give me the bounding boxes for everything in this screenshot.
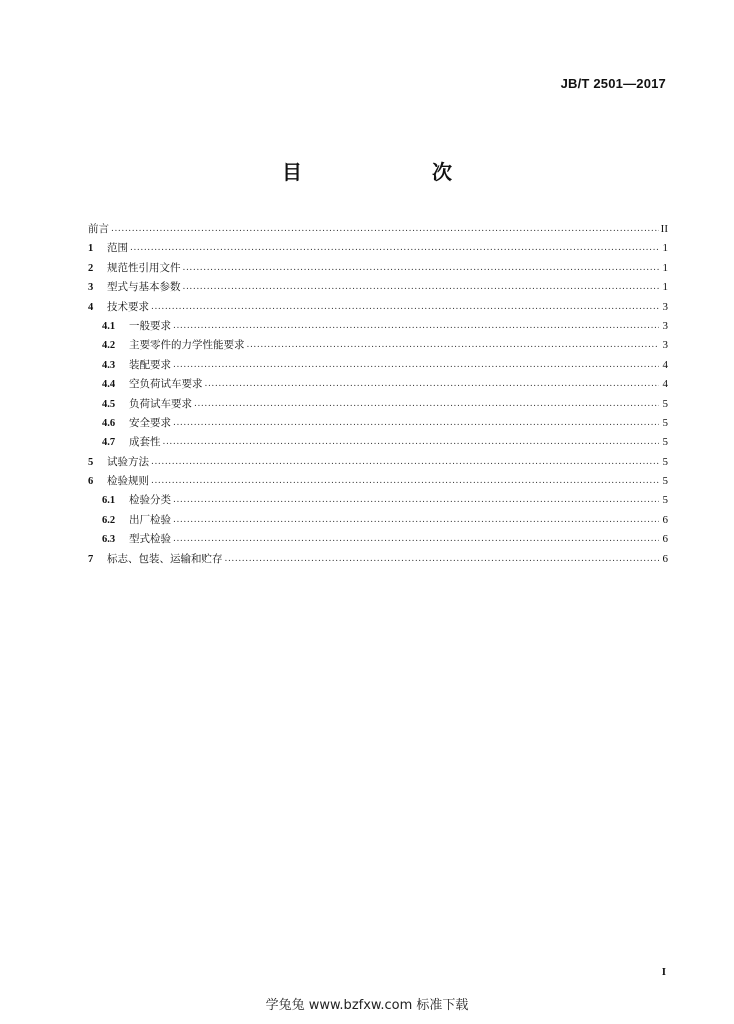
toc-label: 主要零件的力学性能要求: [129, 339, 245, 352]
toc-label: 出厂检验: [129, 513, 171, 526]
toc-entry-4-5[interactable]: [88, 395, 668, 414]
toc-number: 6.3: [102, 534, 116, 546]
toc-page-number: 4: [662, 358, 668, 371]
toc-label: 规范性引用文件: [107, 261, 181, 274]
toc-page-number: 5: [662, 494, 668, 507]
toc-label: 装配要求: [129, 358, 171, 371]
toc-page-number: 6: [662, 533, 668, 546]
toc-label: 型式检验: [129, 533, 171, 546]
watermark-text: 学兔兔 www.bzfxw.com 标准下载: [265, 998, 469, 1013]
toc-label: 检验规则: [107, 475, 149, 488]
toc-leader-dots: [130, 239, 659, 258]
toc-leader-dots: [205, 375, 660, 394]
standard-code: JB/T 2501—2017: [560, 76, 666, 91]
toc-page-number: 1: [662, 281, 668, 294]
toc-page-number: 4: [662, 378, 668, 391]
toc-page-number: 5: [662, 475, 668, 488]
toc-entry-4-2[interactable]: [88, 336, 668, 355]
toc-entry-4[interactable]: [88, 298, 668, 317]
toc-number: 4.2: [102, 340, 116, 352]
toc-entry-6-1[interactable]: [88, 491, 668, 510]
toc-label: 一般要求: [129, 319, 171, 332]
toc-leader-dots: [194, 395, 659, 414]
toc-entry-6-2[interactable]: [88, 511, 668, 530]
toc-number: 2: [88, 262, 94, 274]
toc-number: 3: [88, 282, 94, 294]
toc-page-number: 1: [662, 261, 668, 274]
toc-label: 范围: [107, 242, 128, 255]
toc-page-number: 5: [662, 397, 668, 410]
toc-label: 标志、包装、运输和贮存: [107, 552, 223, 565]
toc-leader-dots: [173, 530, 659, 549]
toc-leader-dots: [247, 336, 660, 355]
toc-number: 4: [88, 301, 94, 313]
toc-leader-dots: [151, 298, 659, 317]
toc-leader-dots: [173, 414, 659, 433]
toc-page-number: 5: [662, 436, 668, 449]
toc-leader-dots: [183, 259, 660, 278]
toc-number: 5: [88, 456, 94, 468]
toc-entry-5[interactable]: [88, 453, 668, 472]
toc-leader-dots: [151, 472, 659, 491]
toc-page-number: 3: [662, 319, 668, 332]
toc-label: 检验分类: [129, 494, 171, 507]
toc-number: 4.4: [102, 379, 116, 391]
toc-entry-4-1[interactable]: [88, 317, 668, 336]
toc-leader-dots: [173, 511, 659, 530]
toc-page-number: 6: [662, 513, 668, 526]
toc-label: 负荷试车要求: [129, 397, 192, 410]
toc-leader-dots: [163, 433, 660, 452]
toc-label: 技术要求: [107, 300, 149, 313]
toc-entry-3[interactable]: [88, 278, 668, 297]
toc-entry-7[interactable]: [88, 550, 668, 569]
toc-leader-dots: [173, 356, 659, 375]
toc-number: 4.3: [102, 359, 116, 371]
toc-label: 空负荷试车要求: [129, 378, 203, 391]
toc-page-number: II: [660, 223, 668, 235]
toc-number: 4.6: [102, 417, 116, 429]
toc-page-number: 6: [662, 552, 668, 565]
toc-label: 试验方法: [107, 455, 149, 468]
toc-leader-dots: [173, 491, 659, 510]
toc-page-number: 1: [662, 242, 668, 255]
toc-number: 6.2: [102, 514, 116, 526]
toc-number: 6.1: [102, 495, 116, 507]
toc-label: 成套性: [129, 436, 161, 449]
page-number: I: [661, 966, 666, 978]
toc-label: 安全要求: [129, 416, 171, 429]
toc-page-number: 3: [662, 339, 668, 352]
toc-page-number: 3: [662, 300, 668, 313]
toc-entry-4-6[interactable]: [88, 414, 668, 433]
toc-number: 1: [88, 243, 94, 255]
toc-leader-dots: [151, 453, 659, 472]
toc-leader-dots: [183, 278, 660, 297]
toc-number: 7: [88, 553, 94, 565]
toc-entry-2[interactable]: [88, 259, 668, 278]
toc-page-number: 5: [662, 455, 668, 468]
toc-label: 型式与基本参数: [107, 281, 181, 294]
toc-leader-dots: [173, 317, 659, 336]
toc-entry-4-7[interactable]: [88, 433, 668, 452]
toc-leader-dots: [111, 220, 659, 239]
toc-page-number: 5: [662, 416, 668, 429]
toc-leader-dots: [225, 550, 660, 569]
toc-number: 4.7: [102, 437, 116, 449]
toc-number: 4.5: [102, 398, 116, 410]
toc-number: 4.1: [102, 320, 116, 332]
table-of-contents: [88, 220, 668, 569]
toc-entry-1[interactable]: [88, 239, 668, 258]
toc-entry-6-3[interactable]: [88, 530, 668, 549]
toc-entry-6[interactable]: [88, 472, 668, 491]
toc-entry-4-4[interactable]: [88, 375, 668, 394]
toc-entry-4-3[interactable]: [88, 356, 668, 375]
toc-label: 前言: [88, 223, 109, 235]
toc-number: 6: [88, 476, 94, 488]
page-title: 目 次: [282, 160, 482, 184]
toc-entry-foreword[interactable]: [88, 220, 668, 239]
